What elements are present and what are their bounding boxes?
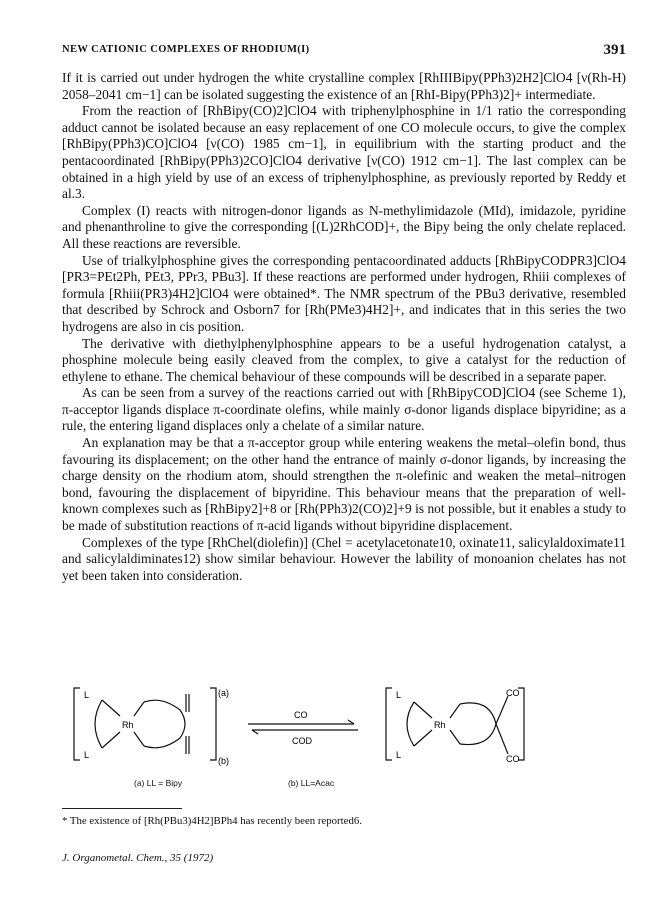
paragraph-2: From the reaction of [RhBipy(CO)2]ClO4 with triphenylphosphine in 1/1 ratio the corresponding adduct cannot be isolated because an easy replacement of one CO molecule occurs, to give the complex [RhBipy(PPh3)CO]ClO4 [ν(CO) 1985 cm−1], in equilibrium with the starting product and the pentacoordinated [RhBipy(PPh3)2CO]ClO4 derivative [ν(CO) 1912 cm−1]. The last complex can be obtained in a high yield by use of an excess of triphenylphosphine, as previously reported by Reddy et al.3.	[62, 103, 626, 202]
ligand-L-top-left: L	[84, 690, 90, 700]
page-number: 391	[603, 42, 626, 58]
product-co-top: CO	[506, 688, 520, 698]
scheme-label-b: (b)	[218, 756, 229, 766]
paragraph-8: Complexes of the type [RhChel(diolefin)] (Chel = acetylacetonate10, oxinate11, salicylaldoximate11 and salicylaldiminates12) show similar behaviour. However the lability of monoanion chelates has not yet been taken into consideration.	[62, 534, 626, 583]
scheme-drawing	[62, 682, 626, 778]
product-co-bottom: CO	[506, 754, 520, 764]
article-body	[62, 70, 626, 584]
left-bracket-open	[74, 688, 80, 760]
footnote: * The existence of [Rh(PBu3)4H2]BPh4 has recently been reported6.	[62, 815, 362, 827]
arrow-forward-label: CO	[294, 710, 308, 720]
paragraph-3: Complex (I) reacts with nitrogen-donor ligands as N-methylimidazole (MId), imidazole, pyridine and phenanthroline to give the corresponding [(L)2RhCOD]+, the Bipy being the only chelate replaced. All these reactions are reversible.	[62, 202, 626, 251]
chelate-arc-left	[95, 700, 102, 748]
metal-label-left: Rh	[122, 720, 134, 730]
page-header	[62, 42, 626, 64]
metal-label-right: Rh	[434, 720, 446, 730]
footnote-rule	[62, 808, 182, 809]
arrow-reverse-label: COD	[292, 736, 312, 746]
scheme-caption-a: (a) LL = Bipy	[134, 778, 183, 788]
paragraph-6: As can be seen from a survey of the reactions carried out with [RhBipyCOD]ClO4 (see Scheme 1), π-acceptor ligands displace π-coordinate olefins, while mainly σ-donor ligands displace bipyridine; as a rule, the entering ligand displaces only a chelate of a similar nature.	[62, 385, 626, 434]
journal-reference: J. Organometal. Chem., 35 (1972)	[62, 852, 214, 864]
left-bracket-close	[210, 688, 216, 760]
paragraph-5: The derivative with diethylphenylphosphine appears to be a useful hydrogenation catalyst, a phosphine molecule being easily cleaved from the complex, to give a catalyst for the reduction of ethylene to ethane. The chemical behaviour of these compounds will be described in a separate paper.	[62, 335, 626, 384]
paragraph-7: An explanation may be that a π-acceptor group while entering weakens the metal–olefin bond, thus favouring its displacement; on the other hand the entrance of mainly σ-donor ligands, by increasing the charge density on the rhodium atom, should strengthen the π-olefinic and weaken the metal–nitrogen bond, favouring the displacement of bipyridine. This behaviour means that the preparation of well-known complexes such as [RhBipy2]+8 or [Rh(PPh3)2(CO)2]+9 is not possible, but it enables a study to be made of substitution reactions of π-acid ligands without bipyridine displacement.	[62, 435, 626, 534]
ligand-L-bottom-left: L	[84, 750, 90, 760]
right-bracket-open	[386, 688, 392, 760]
ligand-L-top-right: L	[396, 690, 402, 700]
running-head: NEW CATIONIC COMPLEXES OF RHODIUM(I)	[62, 44, 310, 55]
right-bracket-close	[518, 688, 524, 760]
scheme-caption-b: (b) LL=Acac	[288, 778, 335, 788]
scheme-label-a: (a)	[218, 688, 229, 698]
paragraph-4: Use of trialkylphosphine gives the corresponding pentacoordinated adducts [RhBipyCODPR3]ClO4 [PR3=PEt2Ph, PEt3, PPr3, PBu3]. If these reactions are performed under hydrogen, Rhiii complexes of formula [Rhiii(PR3)4H2]ClO4 were obtained*. The NMR spectrum of the PBu3 derivative, resembled that described by Schrock and Osborn7 for [Rh(PMe3)4H2]+, and indicates that in this series the two hydrogens are also in cis position.	[62, 252, 626, 334]
cod-ring	[144, 700, 185, 748]
ligand-L-bottom-right: L	[396, 750, 402, 760]
reaction-scheme	[62, 682, 626, 800]
paragraph-1: If it is carried out under hydrogen the white crystalline complex [RhIIIBipy(PPh3)2H2]ClO4 [ν(Rh-H) 2058–2041 cm−1] can be isolated suggesting the existence of an [RhI-Bipy(PPh3)2]+ intermediate.	[62, 70, 626, 102]
